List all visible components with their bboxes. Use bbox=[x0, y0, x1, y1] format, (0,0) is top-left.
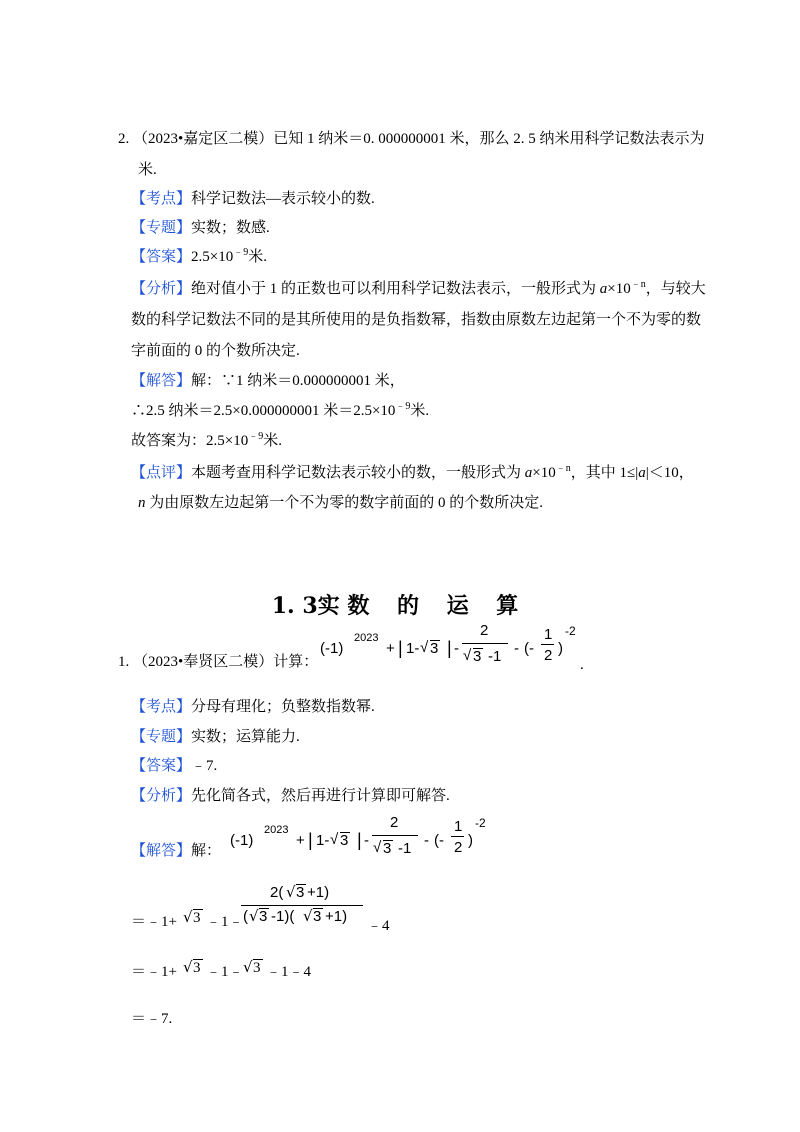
math-text: +1) bbox=[307, 884, 330, 901]
solution-line1 bbox=[131, 372, 405, 390]
math-text: ) bbox=[468, 832, 473, 849]
zhuanti-row bbox=[131, 219, 270, 237]
math-text: 1 bbox=[544, 626, 553, 643]
question-2-stem-line1 bbox=[118, 130, 705, 148]
exponent: ﹣n bbox=[630, 279, 646, 290]
math-text: - bbox=[364, 832, 369, 849]
var-n: n bbox=[138, 495, 146, 511]
answer-tag: 【答案】 bbox=[131, 249, 192, 265]
math-text: -1 bbox=[488, 648, 502, 665]
zhuanti-tag: 【专题】 bbox=[131, 729, 192, 745]
exponent: ﹣9 bbox=[248, 431, 264, 442]
analysis-line2: 数的科学记数法不同的是其所使用的是负指数幂，指数由原数左边起第一个不为零的数 bbox=[131, 312, 702, 328]
math-text: + bbox=[296, 832, 305, 849]
kaodian-row bbox=[131, 190, 375, 208]
answer-unit: 米. bbox=[248, 249, 267, 265]
math-text: ﹣1﹣ bbox=[206, 914, 244, 930]
solution-lead bbox=[131, 842, 221, 860]
fraction-line bbox=[541, 644, 554, 645]
exponent: ﹣n bbox=[555, 463, 571, 474]
comment-text: ，其中 1≤| bbox=[570, 465, 639, 481]
math-text: 2( bbox=[270, 884, 284, 901]
question-1-stem bbox=[118, 653, 318, 671]
math-exponent: 2023 bbox=[264, 824, 289, 836]
comment-text: |＜10， bbox=[645, 465, 694, 481]
sqrt-icon: √ bbox=[420, 639, 429, 656]
expression-stem bbox=[320, 622, 580, 672]
math-text: 1- bbox=[316, 832, 330, 849]
sqrt-icon: √ bbox=[463, 647, 472, 664]
zhuanti-tag: 【专题】 bbox=[131, 220, 192, 236]
sqrt-icon: √ bbox=[183, 908, 193, 926]
math-text: - bbox=[454, 640, 459, 657]
analysis-tag: 【分析】 bbox=[131, 281, 192, 297]
solution-text: 解：∵1 纳米＝0.000000001 米， bbox=[191, 373, 405, 389]
exponent: ﹣9 bbox=[395, 401, 411, 412]
math-text: | bbox=[398, 638, 403, 658]
math-text: | bbox=[447, 638, 452, 658]
math-text: 3 bbox=[193, 910, 201, 926]
math-text: ﹣1﹣4 bbox=[266, 964, 312, 980]
solution-tag: 【解答】 bbox=[131, 843, 192, 859]
kaodian-tag: 【考点】 bbox=[131, 699, 192, 715]
comment-tag: 【点评】 bbox=[131, 465, 192, 481]
sqrt-icon: √ bbox=[183, 958, 193, 976]
sqrt-icon: √ bbox=[243, 958, 253, 976]
answer-exponent: ﹣9 bbox=[233, 247, 249, 258]
expression-solution bbox=[230, 814, 490, 864]
section-title-text: 实 bbox=[317, 593, 340, 619]
var-a: a bbox=[524, 465, 533, 481]
kaodian-row bbox=[131, 698, 375, 716]
section-number: 1. 3 bbox=[271, 593, 318, 619]
math-text: (- bbox=[524, 640, 534, 657]
var-a: a bbox=[638, 465, 646, 481]
math-text: 2 bbox=[544, 647, 553, 664]
math-text: (-1) bbox=[320, 640, 344, 657]
math-text: - bbox=[514, 640, 519, 657]
comment-text: ×10 bbox=[532, 465, 556, 481]
analysis-text: ，与较大 bbox=[645, 281, 706, 297]
analysis-line3: 字前面的 0 的个数所决定. bbox=[131, 343, 300, 359]
analysis-line1 bbox=[131, 280, 706, 298]
comment-line1 bbox=[131, 464, 694, 482]
fraction-line bbox=[241, 905, 363, 906]
math-text: | bbox=[357, 830, 362, 850]
question-source: （2023•奉贤区二模） bbox=[133, 654, 274, 670]
math-text: 3 bbox=[193, 960, 201, 976]
solution-tag: 【解答】 bbox=[131, 373, 192, 389]
comment-line2 bbox=[138, 494, 543, 512]
zhuanti-text: 实数；运算能力. bbox=[191, 729, 300, 745]
math-text: 3 bbox=[296, 884, 305, 901]
solution-text: 米. bbox=[263, 433, 282, 449]
math-text: ﹣1﹣ bbox=[206, 964, 244, 980]
math-text: 3 bbox=[313, 908, 322, 925]
math-text: - bbox=[424, 832, 429, 849]
comment-text: 为由原数左边起第一个不为零的数字前面的 0 的个数所决定. bbox=[145, 495, 544, 511]
math-text: ( bbox=[243, 908, 248, 925]
question-number: 2. bbox=[118, 131, 130, 147]
question-stem: 计算： bbox=[273, 654, 319, 670]
question-source: （2023•嘉定区二模） bbox=[133, 131, 274, 147]
math-text: -1)( bbox=[271, 908, 295, 925]
math-text: 3 bbox=[259, 908, 268, 925]
answer-tag: 【答案】 bbox=[131, 758, 192, 774]
math-text: 3 bbox=[253, 960, 261, 976]
fraction-line bbox=[451, 836, 464, 837]
math-text: ﹣4 bbox=[367, 918, 390, 934]
math-text: ) bbox=[558, 640, 563, 657]
question-number: 1. bbox=[118, 654, 130, 670]
math-text: +1) bbox=[325, 908, 348, 925]
math-text: 3 bbox=[340, 832, 349, 849]
sqrt-icon: √ bbox=[303, 907, 313, 925]
sqrt-icon: √ bbox=[330, 831, 339, 848]
var-a: a bbox=[599, 281, 608, 297]
math-text: ＝﹣1+ bbox=[131, 914, 177, 930]
section-title bbox=[0, 592, 800, 620]
kaodian-tag: 【考点】 bbox=[131, 191, 192, 207]
answer-row bbox=[131, 248, 267, 266]
fraction-line bbox=[372, 835, 418, 836]
math-text: 2 bbox=[480, 622, 489, 639]
sqrt-icon: √ bbox=[373, 839, 382, 856]
comment-text: 本题考查用科学记数法表示较小的数，一般形式为 bbox=[191, 465, 525, 481]
math-exponent: -2 bbox=[475, 816, 486, 830]
solution-text: 解： bbox=[191, 843, 222, 859]
zhuanti-text: 实数；数感. bbox=[191, 220, 270, 236]
math-exponent: -2 bbox=[565, 624, 576, 638]
solution-line2 bbox=[131, 402, 429, 420]
analysis-tag: 【分析】 bbox=[131, 788, 192, 804]
answer-row bbox=[131, 757, 217, 775]
math-text: 2 bbox=[454, 839, 463, 856]
analysis-text: 先化简各式，然后再进行计算即可解答. bbox=[191, 788, 450, 804]
zhuanti-row bbox=[131, 728, 300, 746]
analysis-text: ×10 bbox=[607, 281, 631, 297]
math-text: 1- bbox=[406, 640, 420, 657]
math-text: (- bbox=[434, 832, 444, 849]
math-text: -1 bbox=[398, 840, 412, 857]
math-text: 3 bbox=[473, 648, 482, 665]
solution-line3 bbox=[131, 432, 282, 450]
math-text: 3 bbox=[383, 840, 392, 857]
question-2-stem-line2: 米. bbox=[138, 162, 157, 178]
kaodian-text: 科学记数法—表示较小的数. bbox=[191, 191, 375, 207]
analysis-row bbox=[131, 787, 450, 805]
math-text: 2 bbox=[390, 814, 399, 831]
math-text: ＝﹣1+ bbox=[131, 964, 177, 980]
answer-text: ﹣7. bbox=[191, 758, 218, 774]
analysis-text: 绝对值小于 1 的正数也可以利用科学记数法表示，一般形式为 bbox=[191, 281, 600, 297]
solution-step-2 bbox=[131, 958, 391, 982]
fraction-line bbox=[462, 643, 508, 644]
answer-text: 2.5×10 bbox=[191, 249, 234, 265]
solution-text: 米. bbox=[410, 403, 430, 419]
solution-text: 故答案为：2.5×10 bbox=[131, 433, 249, 449]
sqrt-icon: √ bbox=[249, 907, 259, 925]
solution-step-3: ＝﹣7. bbox=[131, 1011, 173, 1027]
math-text: 3 bbox=[430, 640, 439, 657]
solution-text: ∴2.5 纳米＝2.5×0.000000001 米＝2.5×10 bbox=[131, 403, 396, 419]
math-text: | bbox=[308, 830, 313, 850]
math-text: (-1) bbox=[230, 832, 254, 849]
sqrt-icon: √ bbox=[286, 883, 296, 901]
math-exponent: 2023 bbox=[354, 632, 379, 644]
solution-step-1 bbox=[131, 884, 411, 934]
math-text: 1 bbox=[454, 818, 463, 835]
question-stem: 已知 1 纳米＝0. 000000001 米，那么 2. 5 纳米用科学记数法表示为 bbox=[273, 131, 705, 147]
kaodian-text: 分母有理化；负整数指数幂. bbox=[191, 699, 375, 715]
math-text: + bbox=[386, 640, 395, 657]
stem-end: . bbox=[580, 657, 584, 673]
section-title-text: 数 的 运 算 bbox=[347, 593, 529, 619]
